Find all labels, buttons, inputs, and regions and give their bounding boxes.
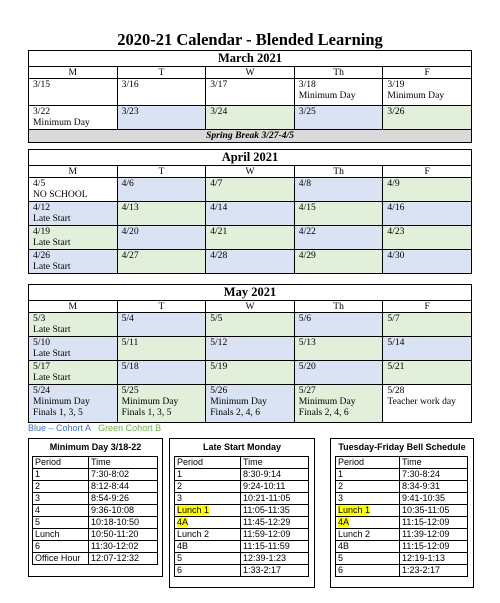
schedule-row: [336, 493, 468, 505]
day-cell: [29, 178, 118, 202]
weekday-header: T: [117, 67, 206, 79]
time-cell: 11:39-12:09: [400, 529, 468, 541]
schedule-title: Late Start Monday: [202, 442, 281, 452]
schedule-row: [336, 565, 468, 577]
period-cell: 3: [336, 493, 400, 505]
day-cell: [117, 79, 206, 106]
day-cell: [294, 385, 383, 423]
day-date: 5/12: [210, 337, 228, 348]
time-cell: 12:19-1:13: [400, 553, 468, 565]
period-cell: 2: [336, 481, 400, 493]
day-cell: [383, 313, 472, 337]
day-note: Late Start: [33, 372, 71, 383]
day-cell: [206, 361, 295, 385]
day-cell: [206, 202, 295, 226]
day-date: 4/28: [210, 250, 228, 261]
time-cell: 7:30-8:02: [89, 469, 158, 481]
day-date: 5/5: [210, 313, 223, 324]
day-date: 4/8: [298, 178, 312, 189]
period-header: Period: [336, 457, 400, 469]
day-cell: [294, 250, 383, 274]
period-cell: 6: [33, 541, 89, 553]
day-date: 4/20: [121, 226, 139, 237]
time-cell: 11:15-11:59: [241, 541, 309, 553]
day-date: 4/29: [298, 250, 316, 261]
schedule-row: [33, 469, 158, 481]
day-note: Minimum Day Finals 1, 3, 5: [121, 396, 179, 418]
schedule-row: [33, 505, 158, 517]
period-cell: Lunch 2: [175, 529, 241, 541]
schedule-row: [175, 529, 309, 541]
day-cell: [294, 313, 383, 337]
weekday-header: M: [29, 67, 118, 79]
period-cell: 5: [33, 517, 89, 529]
period-cell: [336, 505, 400, 517]
month-title: May 2021: [29, 285, 472, 301]
time-header: Time: [241, 457, 309, 469]
schedule-row: [33, 553, 158, 565]
period-cell: 4: [33, 505, 89, 517]
day-date: 3/22: [33, 106, 51, 117]
period-cell: 4B: [336, 541, 400, 553]
schedule-row: [336, 517, 468, 529]
day-note: Minimum Day Finals 1, 3, 5: [33, 396, 90, 418]
day-cell: [294, 178, 383, 202]
day-date: 3/23: [121, 106, 139, 117]
day-note: Minimum Day: [33, 117, 90, 128]
day-cell: [206, 79, 295, 106]
weekday-header: T: [117, 166, 206, 178]
weekday-header: Th: [294, 67, 383, 79]
day-date: 5/19: [210, 361, 228, 372]
period-cell: [336, 517, 400, 529]
day-date: 4/14: [210, 202, 228, 213]
day-date: 5/3: [33, 313, 46, 324]
day-cell: [206, 313, 295, 337]
month-title: March 2021: [29, 51, 472, 67]
weekday-header: W: [206, 301, 295, 313]
period-cell: Lunch: [33, 529, 89, 541]
schedule-row: [33, 541, 158, 553]
schedule-title: Tuesday-Friday Bell Schedule: [338, 442, 466, 452]
day-note: Late Start: [33, 213, 71, 224]
day-cell: [117, 250, 206, 274]
day-cell: [383, 337, 472, 361]
day-cell: [294, 361, 383, 385]
day-date: 3/15: [33, 79, 51, 90]
weekday-header: Th: [294, 301, 383, 313]
calendar-may: [28, 284, 472, 423]
week-row: [29, 178, 472, 202]
time-cell: 9:41-10:35: [400, 493, 468, 505]
day-cell: [117, 226, 206, 250]
period-cell: [175, 505, 241, 517]
highlighted-period: 4A: [177, 517, 189, 527]
week-row: [29, 385, 472, 423]
period-cell: 3: [33, 493, 89, 505]
day-date: 5/20: [298, 361, 316, 372]
week-row: [29, 202, 472, 226]
period-cell: [175, 517, 241, 529]
day-date: 4/13: [121, 202, 139, 213]
day-cell: [206, 250, 295, 274]
week-row: [29, 313, 472, 337]
day-date: 3/24: [210, 106, 228, 117]
cohort-legend: [28, 423, 161, 434]
day-date: 5/25: [121, 385, 139, 396]
day-date: 4/22: [298, 226, 316, 237]
time-cell: 7:30-8:24: [400, 469, 468, 481]
period-cell: Office Hour: [33, 553, 89, 565]
time-cell: 11:05-11:35: [241, 505, 309, 517]
day-date: 5/10: [33, 337, 51, 348]
day-cell: [29, 226, 118, 250]
day-cell: [117, 385, 206, 423]
weekday-header: W: [206, 67, 295, 79]
day-cell: [383, 106, 472, 130]
day-cell: [206, 178, 295, 202]
day-cell: [29, 202, 118, 226]
schedule-row: [336, 553, 468, 565]
day-date: 5/26: [210, 385, 228, 396]
period-cell: 5: [336, 553, 400, 565]
weekday-header: F: [383, 301, 472, 313]
day-cell: [29, 313, 118, 337]
day-date: 4/12: [33, 202, 51, 213]
calendar-april: [28, 149, 472, 274]
day-cell: [206, 226, 295, 250]
day-date: 5/28: [387, 385, 405, 396]
day-date: 4/23: [387, 226, 405, 237]
day-cell: [294, 79, 383, 106]
day-date: 3/25: [298, 106, 316, 117]
schedule-row: [175, 493, 309, 505]
day-cell: [383, 79, 472, 106]
time-cell: 8:30-9:14: [241, 469, 309, 481]
day-note: Teacher work day: [387, 396, 456, 407]
highlighted-period: Lunch 1: [338, 505, 371, 515]
schedule-row: [175, 517, 309, 529]
legend-green-cohort: Green Cohort B: [98, 423, 162, 433]
time-cell: 9:24-10:11: [241, 481, 309, 493]
period-cell: Lunch 2: [336, 529, 400, 541]
day-cell: [206, 106, 295, 130]
schedule-title: Minimum Day 3/18-22: [49, 442, 142, 452]
period-cell: 3: [175, 493, 241, 505]
highlighted-period: 4A: [338, 517, 350, 527]
day-date: 4/21: [210, 226, 228, 237]
time-cell: 1:23-2:17: [400, 565, 468, 577]
day-cell: [294, 202, 383, 226]
period-cell: 2: [175, 481, 241, 493]
weekday-header: T: [117, 301, 206, 313]
legend-blue-cohort: Blue – Cohort A: [28, 423, 91, 433]
schedule-row: [175, 553, 309, 565]
day-cell: [29, 250, 118, 274]
day-note: Minimum Day: [298, 90, 356, 101]
time-cell: 8:54-9:26: [89, 493, 158, 505]
schedule-late-start-monday: [169, 438, 315, 588]
time-header: Time: [400, 457, 468, 469]
schedule-tuesday-friday: [330, 438, 474, 588]
calendar-march: [28, 50, 472, 143]
schedule-header-row: [336, 457, 468, 469]
day-date: 4/30: [387, 250, 405, 261]
schedule-row: [175, 541, 309, 553]
day-date: 4/26: [33, 250, 51, 261]
week-row: [29, 106, 472, 130]
weekday-header: M: [29, 301, 118, 313]
day-date: 4/9: [387, 178, 400, 189]
period-cell: 5: [175, 553, 241, 565]
week-row: [29, 79, 472, 106]
day-cell: [29, 385, 118, 423]
day-cell: [294, 226, 383, 250]
footnote-row: [29, 130, 472, 143]
schedule-minimum-day: [28, 438, 163, 577]
day-note: Late Start: [33, 324, 71, 335]
schedule-row: [336, 529, 468, 541]
schedule-table: [335, 456, 468, 577]
day-cell: [383, 385, 472, 423]
time-cell: 10:18-10:50: [89, 517, 158, 529]
weekday-header: Th: [294, 166, 383, 178]
schedule-row: [336, 541, 468, 553]
day-cell: [383, 202, 472, 226]
day-cell: [117, 178, 206, 202]
period-header: Period: [175, 457, 241, 469]
weekday-header: F: [383, 67, 472, 79]
day-date: 3/19: [387, 79, 405, 90]
time-cell: 11:15-12:09: [400, 517, 468, 529]
page-title: 2020-21 Calendar - Blended Learning: [117, 30, 383, 49]
time-cell: 10:50-11:20: [89, 529, 158, 541]
day-date: 5/27: [298, 385, 316, 396]
day-date: 5/11: [121, 337, 139, 348]
day-cell: [206, 337, 295, 361]
schedule-table: [32, 456, 158, 565]
day-date: 5/17: [33, 361, 51, 372]
week-row: [29, 337, 472, 361]
time-cell: 11:30-12:02: [89, 541, 158, 553]
day-note: Late Start: [33, 237, 71, 248]
schedule-row: [33, 481, 158, 493]
period-cell: 1: [336, 469, 400, 481]
schedule-row: [175, 469, 309, 481]
weekday-header: F: [383, 166, 472, 178]
period-cell: 6: [336, 565, 400, 577]
time-cell: 11:45-12:29: [241, 517, 309, 529]
day-cell: [206, 385, 295, 423]
schedule-row: [336, 481, 468, 493]
day-date: 5/7: [387, 313, 400, 324]
day-note: NO SCHOOL: [33, 189, 88, 200]
day-cell: [383, 361, 472, 385]
day-date: 3/16: [121, 79, 139, 90]
day-cell: [117, 313, 206, 337]
time-header: Time: [89, 457, 158, 469]
day-date: 3/17: [210, 79, 228, 90]
schedule-row: [336, 469, 468, 481]
day-date: 4/16: [387, 202, 405, 213]
day-date: 5/18: [121, 361, 139, 372]
period-cell: 1: [33, 469, 89, 481]
day-note: Minimum Day Finals 2, 4, 6: [210, 396, 267, 418]
schedule-row: [33, 493, 158, 505]
schedule-header-row: [175, 457, 309, 469]
day-cell: [117, 106, 206, 130]
day-date: 3/18: [298, 79, 316, 90]
day-date: 4/7: [210, 178, 223, 189]
week-row: [29, 226, 472, 250]
day-date: 5/13: [298, 337, 316, 348]
day-note: Minimum Day Finals 2, 4, 6: [298, 396, 356, 418]
day-date: 3/26: [387, 106, 405, 117]
day-cell: [29, 361, 118, 385]
time-cell: 12:39-1:23: [241, 553, 309, 565]
day-cell: [117, 202, 206, 226]
day-date: 5/14: [387, 337, 405, 348]
spring-break-note: Spring Break 3/27-4/5: [29, 130, 472, 143]
weekday-header: M: [29, 166, 118, 178]
day-cell: [29, 337, 118, 361]
schedule-header-row: [33, 457, 158, 469]
schedule-row: [33, 529, 158, 541]
day-date: 5/24: [33, 385, 51, 396]
day-date: 4/27: [121, 250, 139, 261]
week-row: [29, 250, 472, 274]
schedule-row: [175, 505, 309, 517]
week-row: [29, 361, 472, 385]
period-cell: 2: [33, 481, 89, 493]
day-cell: [29, 106, 118, 130]
schedule-row: [175, 481, 309, 493]
day-date: 5/6: [298, 313, 312, 324]
time-cell: 8:12-8:44: [89, 481, 158, 493]
day-cell: [294, 337, 383, 361]
day-note: Minimum Day: [387, 90, 445, 101]
time-cell: 10:21-11:05: [241, 493, 309, 505]
period-header: Period: [33, 457, 89, 469]
day-note: Late Start: [33, 348, 71, 359]
day-date: 5/21: [387, 361, 405, 372]
day-cell: [383, 226, 472, 250]
period-cell: 1: [175, 469, 241, 481]
month-title: April 2021: [29, 150, 472, 166]
schedule-table: [174, 456, 309, 577]
highlighted-period: Lunch 1: [177, 505, 210, 515]
day-cell: [383, 250, 472, 274]
period-cell: 6: [175, 565, 241, 577]
schedule-row: [175, 565, 309, 577]
time-cell: 11:59-12:09: [241, 529, 309, 541]
time-cell: 9:36-10:08: [89, 505, 158, 517]
day-cell: [383, 178, 472, 202]
day-date: 4/15: [298, 202, 316, 213]
time-cell: 11:15-12:09: [400, 541, 468, 553]
schedule-row: [33, 517, 158, 529]
time-cell: 8:34-9:31: [400, 481, 468, 493]
time-cell: 1:33-2:17: [241, 565, 309, 577]
period-cell: 4B: [175, 541, 241, 553]
day-date: 5/4: [121, 313, 134, 324]
day-date: 4/6: [121, 178, 134, 189]
day-date: 4/5: [33, 178, 46, 189]
day-date: 4/19: [33, 226, 51, 237]
day-cell: [29, 79, 118, 106]
day-cell: [294, 106, 383, 130]
time-cell: 10:35-11:05: [400, 505, 468, 517]
schedule-row: [336, 505, 468, 517]
weekday-header: W: [206, 166, 295, 178]
time-cell: 12:07-12:32: [89, 553, 158, 565]
day-note: Late Start: [33, 261, 71, 272]
day-cell: [117, 337, 206, 361]
day-cell: [117, 361, 206, 385]
